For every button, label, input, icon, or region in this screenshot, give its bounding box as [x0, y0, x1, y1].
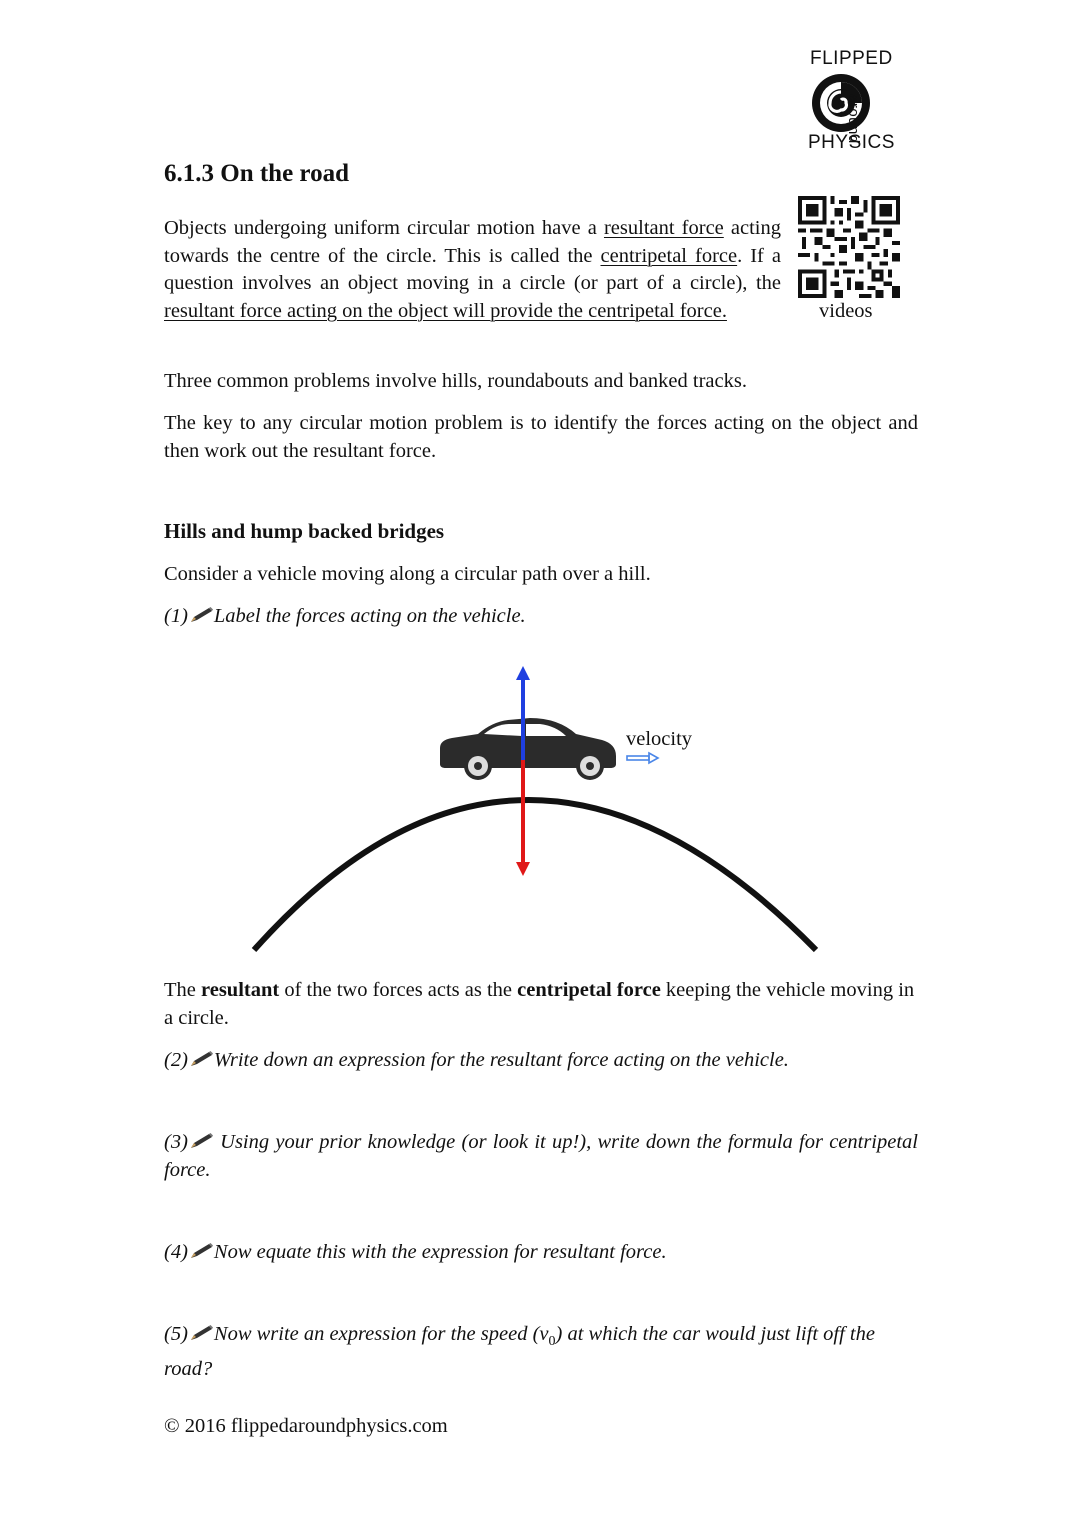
- question-2-text: Write down an expression for the resultant force acting on the vehicle.: [213, 1049, 789, 1071]
- question-5-text-1: Now write an expression for the speed (: [213, 1323, 540, 1345]
- qr-caption: videos: [819, 300, 873, 322]
- intro-underline-resultant-force: resultant force: [603, 217, 724, 239]
- question-5: [164, 1321, 924, 1383]
- common-problems-paragraph: Three common problems involve hills, roundabouts and banked tracks.: [164, 370, 747, 392]
- question-4: [164, 1239, 918, 1267]
- resultant-bold-resultant: resultant: [201, 979, 280, 1001]
- speed-variable: v: [539, 1323, 549, 1345]
- qr-code[interactable]: [798, 196, 900, 298]
- pencil-icon: [188, 1050, 214, 1068]
- question-1: [164, 603, 918, 631]
- intro-underline-conclusion: resultant force acting on the object will provide the centripetal force.: [164, 299, 727, 322]
- intro-text-2: acting towards the centre of the circle. This is called the: [164, 217, 781, 267]
- velocity-arrow: [627, 753, 658, 763]
- hill-diagram: [240, 660, 840, 960]
- qr-code-icon: [798, 196, 900, 298]
- consider-paragraph: Consider a vehicle moving along a circular path over a hill.: [164, 563, 651, 585]
- logo: [800, 48, 900, 158]
- car-icon: [440, 718, 616, 780]
- footer-copyright: © 2016 flippedaroundphysics.com: [164, 1415, 448, 1437]
- pencil-icon: [188, 606, 214, 624]
- question-4-text: Now equate this with the expression for resultant force.: [213, 1241, 667, 1263]
- section-title: 6.1.3 On the road: [164, 160, 349, 187]
- question-2: [164, 1047, 924, 1075]
- speed-subscript: 0: [548, 1334, 556, 1350]
- hills-heading: Hills and hump backed bridges: [164, 519, 445, 543]
- resultant-text-3: keeping the vehicle moving in a circle.: [164, 979, 915, 1029]
- question-3-number: (3): [164, 1131, 188, 1153]
- resultant-text-2: of the two forces acts as the: [279, 979, 518, 1001]
- spiral-logo-icon: [810, 72, 872, 134]
- logo-top-text: FLIPPED: [810, 48, 893, 69]
- resultant-paragraph: [164, 977, 920, 1032]
- intro-paragraph: [164, 215, 781, 325]
- question-1-text: Label the forces acting on the vehicle.: [213, 605, 526, 627]
- question-2-number: (2): [164, 1049, 188, 1071]
- intro-text-1: Objects undergoing uniform circular motion have a: [164, 217, 604, 239]
- resultant-bold-centripetal-force: centripetal force: [517, 979, 661, 1001]
- resultant-text-1: The: [164, 979, 201, 1001]
- question-1-number: (1): [164, 605, 188, 627]
- question-3: [164, 1129, 918, 1184]
- hill-arc: [254, 800, 816, 950]
- question-5-number: (5): [164, 1323, 188, 1345]
- question-4-number: (4): [164, 1241, 188, 1263]
- key-paragraph: The key to any circular motion problem is to identify the forces acting on the object and then work out the resultant force.: [164, 412, 918, 462]
- intro-text-3: . If a question involves an object moving in a circle (or part of a circle), the: [164, 244, 781, 294]
- logo-bottom-text: PHYSICS: [808, 132, 895, 153]
- intro-underline-centripetal-force: centripetal force: [600, 244, 738, 267]
- velocity-label: velocity: [626, 728, 693, 750]
- question-5-text-2: ) at which the car would just lift off the road?: [164, 1323, 875, 1380]
- pencil-icon: [188, 1324, 214, 1342]
- question-3-text: Using your prior knowledge (or look it up!), write down the formula for centripetal force.: [164, 1131, 918, 1181]
- logo-side-text: around: [845, 94, 862, 144]
- pencil-icon: [188, 1242, 214, 1260]
- downward-force-arrow: [516, 760, 530, 876]
- pencil-icon: [188, 1132, 214, 1150]
